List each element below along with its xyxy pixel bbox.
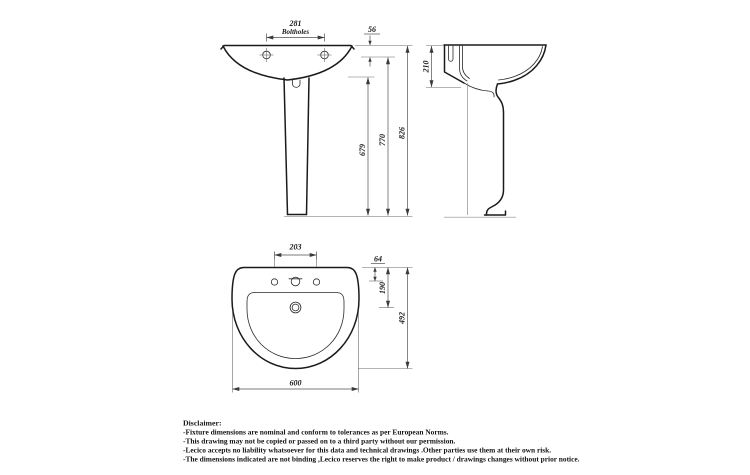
disclaimer-block: [183, 419, 580, 464]
dim-taphole-spacing: [275, 243, 317, 267]
dim-label-600: 600: [289, 378, 302, 388]
dim-label-210: 210: [421, 60, 431, 73]
disclaimer-line: -Fixture dimensions are nominal and conform to tolerances as per European Norms.: [183, 427, 449, 437]
dim-label-190: 190: [378, 282, 387, 294]
bolthole-left: [260, 48, 274, 62]
dim-boltholes-width: [267, 19, 325, 42]
dim-height-bowl-underside: [358, 78, 368, 216]
dim-back-to-drain: [378, 268, 388, 308]
bowl-curve-inner: [499, 47, 543, 81]
bowl-curve-outer: [498, 45, 547, 84]
dim-overall-depth: [398, 268, 408, 369]
back-wall-side: [445, 45, 465, 83]
side-view: [422, 45, 547, 217]
front-view: [221, 19, 413, 217]
top-view: [232, 243, 413, 393]
dim-overall-height: [398, 46, 408, 216]
dim-label-56: 56: [368, 25, 376, 34]
bolthole-right: [318, 48, 332, 62]
dim-height-back-ledge: [378, 58, 388, 216]
dim-label-826: 826: [397, 127, 407, 139]
disclaimer-line: -Lecico accepts no liability whatsoever for this data and technical drawings .Other parties use them at their own risk.: [183, 445, 552, 455]
taphole-right: [313, 279, 319, 285]
bowl-back-wall-inner: [463, 45, 470, 79]
taphole-center: [289, 277, 302, 286]
disclaimer-title: Disclaimer:: [183, 418, 222, 428]
dim-label-770: 770: [378, 134, 387, 146]
basin-bowl-front: [223, 46, 352, 80]
dim-label-203: 203: [289, 242, 302, 252]
dim-label-492: 492: [397, 312, 407, 324]
dim-label-boltholes: Boltholes: [281, 28, 310, 36]
bowl-underside-curve: [464, 83, 494, 97]
pedestal-foot-plinth: [485, 211, 506, 215]
pedestal-right-edge: [307, 78, 310, 215]
disclaimer-line: -This drawing may not be copied or passed on to a third party without our permission.: [183, 436, 456, 446]
disclaimer-line: -The dimensions indicated are not binding ,Lecico reserves the right to make product / drawings changes without prior notice.: [183, 454, 580, 464]
dim-label-679: 679: [358, 144, 367, 156]
fixing-slot: [449, 45, 454, 61]
pedestal-front-profile: [487, 84, 504, 215]
dim-label-64: 64: [374, 254, 382, 264]
basin-outer-outline-plan: [232, 268, 359, 369]
mounting-notch: [293, 80, 301, 87]
taphole-left: [271, 279, 277, 285]
basin-rim-front: [221, 46, 354, 50]
dim-overall-width: [233, 312, 359, 393]
pedestal-left-edge: [284, 78, 288, 215]
dim-basin-depth-side: [422, 46, 462, 88]
drain-hole: [290, 302, 301, 313]
dim-label-281: 281: [289, 19, 302, 28]
